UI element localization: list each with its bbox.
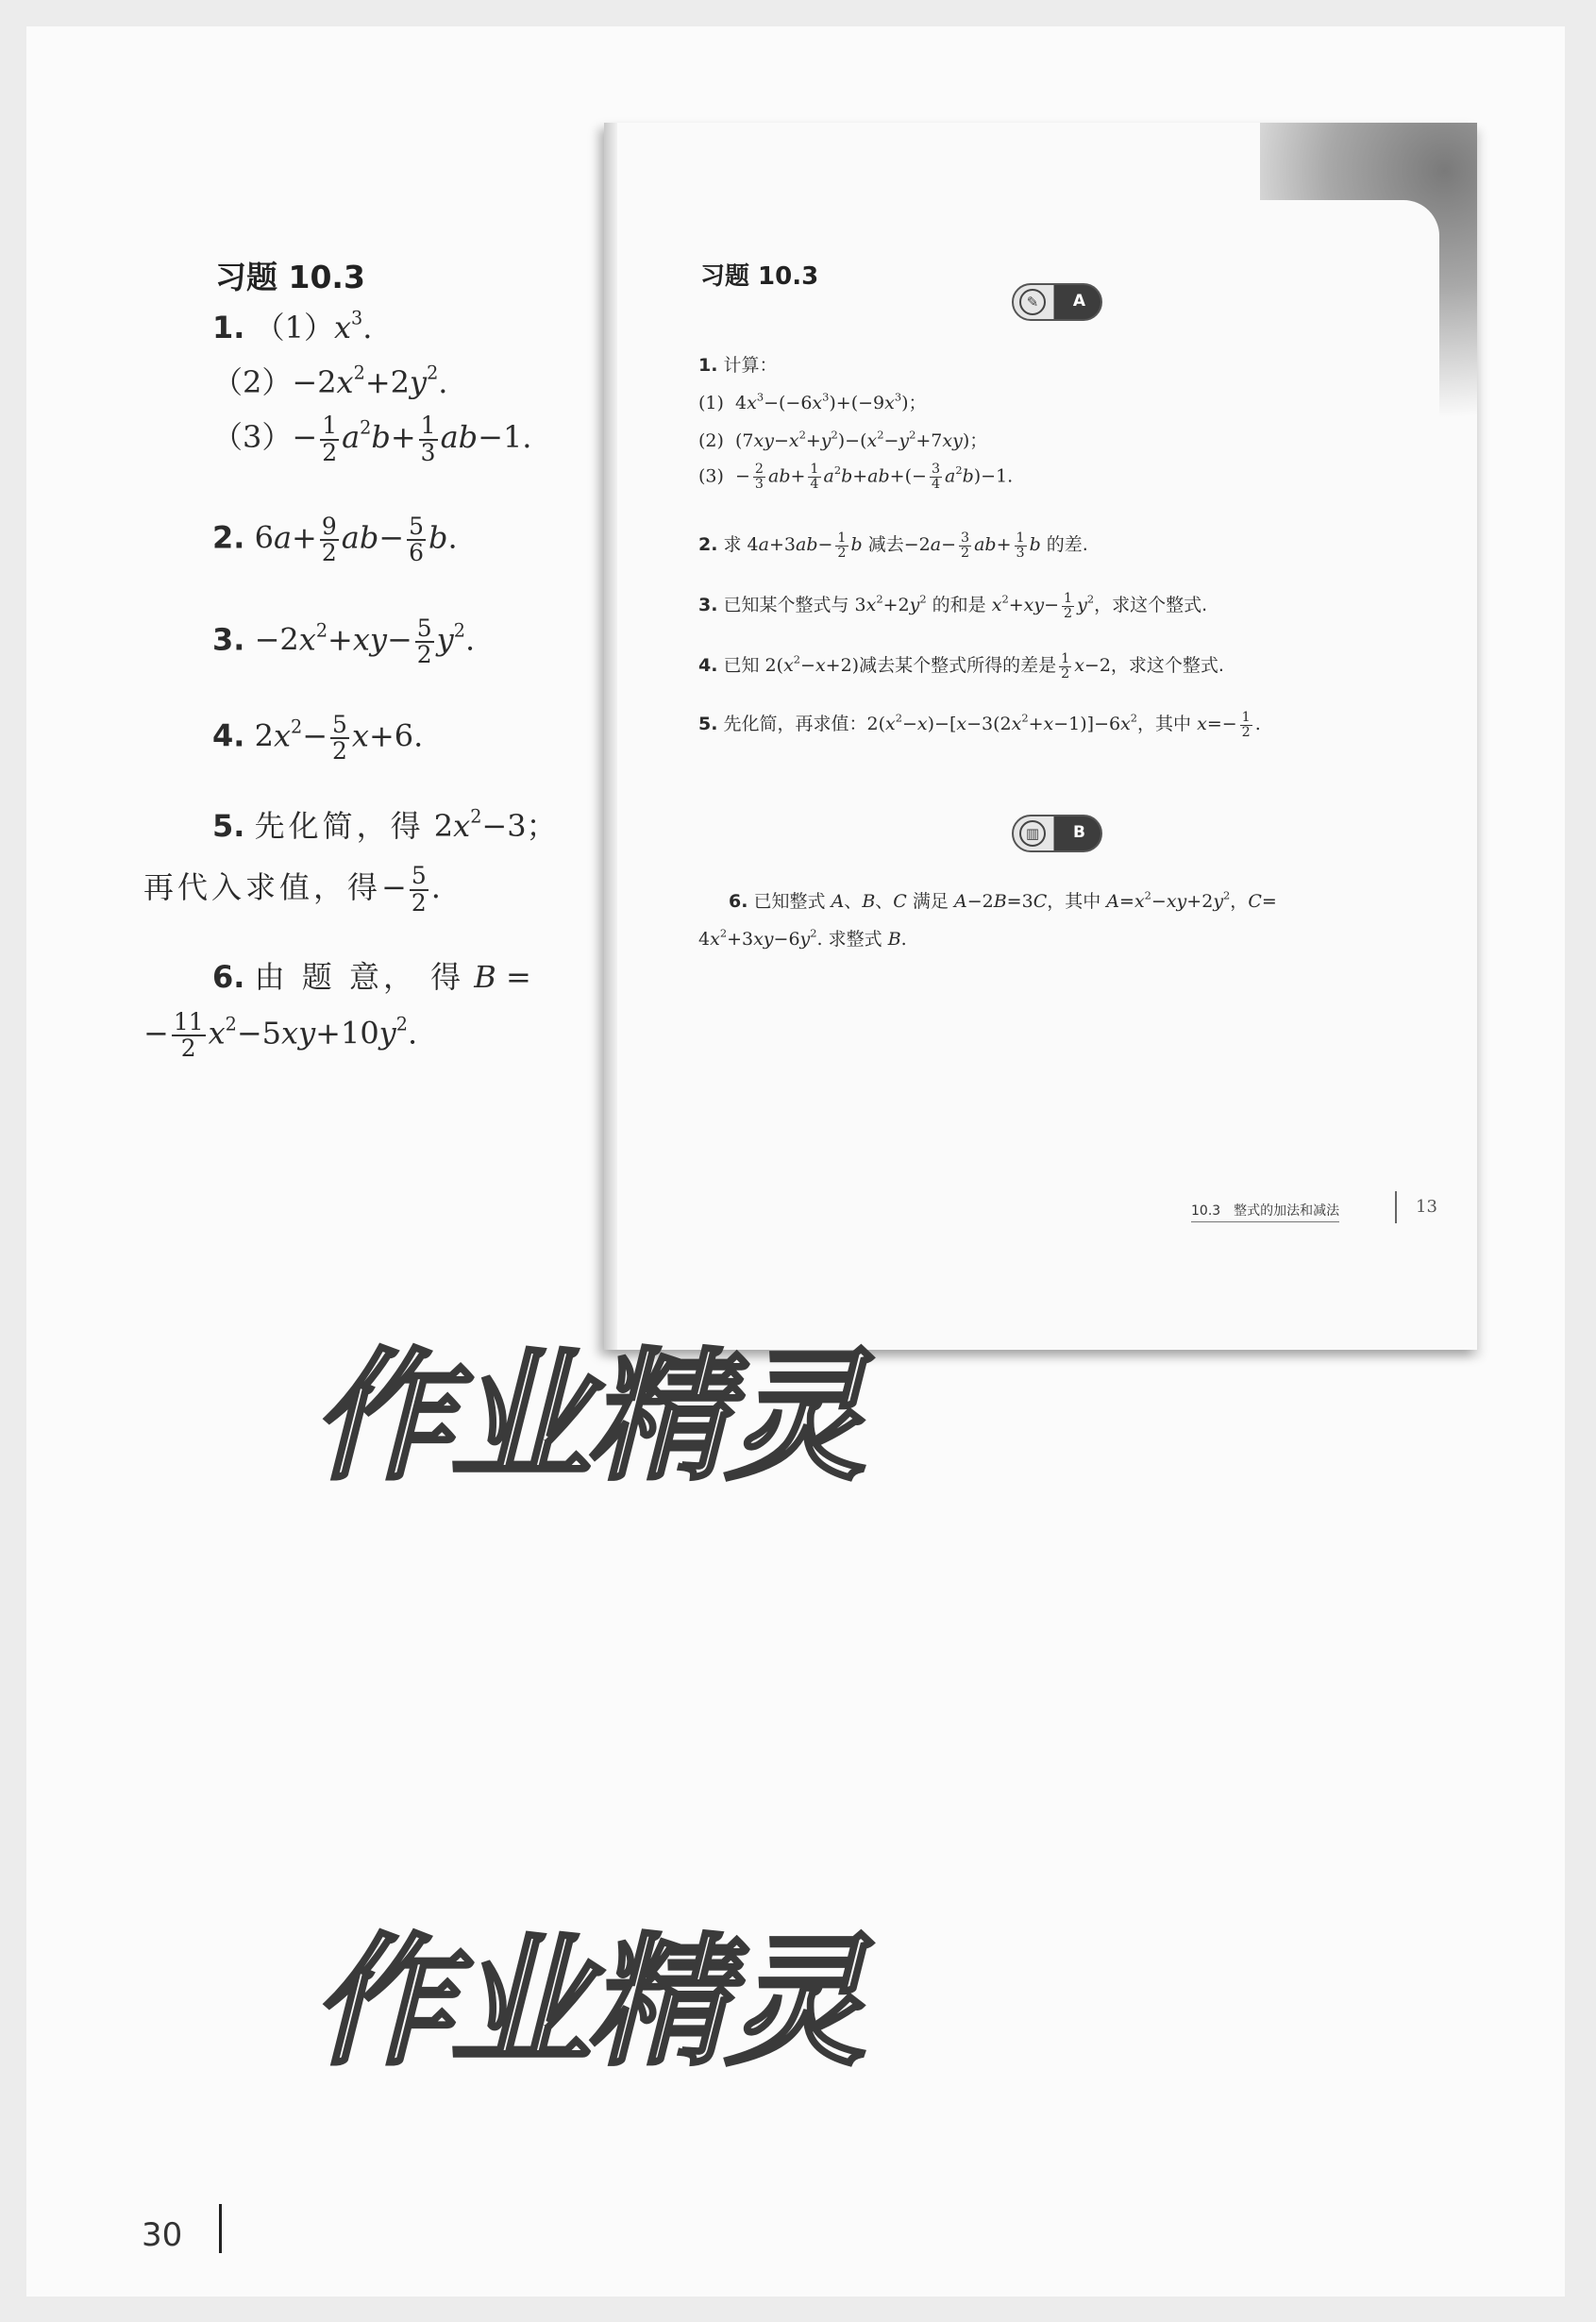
question-5: 5. 先化简，再求值：$2(x^2-x)-[x-3(2x^2+x-1)]-6x^2$，其中 x=− $\frac{1}{2}$ .	[698, 709, 1261, 740]
question-2-text-3: 的差.	[1046, 534, 1088, 555]
question-6-line-1: 6. 已知整式 A、B、C 满足 A−2B=3C，其中 $A=x^2-xy+2y^2$，C=	[729, 888, 1277, 912]
answer-5-text-2: 再代入求值，得	[143, 869, 382, 905]
answer-1-label-2: （2）	[212, 364, 293, 400]
answer-5-line-1: 5. 先化简，得 $2x^2-3$；	[212, 805, 557, 844]
question-1	[698, 351, 778, 377]
question-3-text-2: 的和是	[932, 595, 986, 615]
question-2-number: 2.	[698, 534, 718, 555]
textbook-page-number: 13	[1416, 1197, 1437, 1217]
answer-5-frac-den: 2	[411, 888, 427, 917]
corner-decoration-mask	[1251, 200, 1439, 512]
question-5-text-2: ，其中	[1137, 714, 1192, 734]
level-b-label: B	[1073, 823, 1085, 842]
exercise-title: 习题 10.3	[700, 262, 819, 291]
answer-1-part-1: 1. $(1)x^3$.	[212, 307, 373, 345]
question-1-number: 1.	[698, 355, 718, 376]
question-2-text-2: 减去	[867, 534, 904, 555]
answer-2-frac1-num: 9	[321, 513, 337, 540]
answer-2-frac2-num: 5	[409, 513, 424, 540]
question-1-item-3: (3) − $\frac{2}{3}$ ab+ $\frac{1}{4}$ $a^2b+ab+(-$ $\frac{3}{4}$ $a^2b)-1$.	[698, 462, 1014, 492]
question-2-text-1: 求	[723, 534, 742, 555]
watermark-bottom: 作业精灵	[311, 1921, 864, 2085]
answer-1-label-3: （3）	[212, 419, 293, 455]
textbook-page	[604, 123, 1477, 1350]
question-3-text-3: ，求这个整式.	[1094, 595, 1208, 615]
answer-6-frac-num: 11	[173, 1008, 204, 1035]
answer-2-frac1-den: 2	[321, 539, 337, 567]
question-6-text-1: 已知整式	[753, 891, 826, 912]
page-number-separator	[219, 2204, 222, 2253]
answer-1-part-2: $(2)-2x^2+2y^2$.	[212, 362, 448, 400]
answer-1-number: 1.	[212, 310, 245, 345]
answer-3-frac-num: 5	[416, 614, 432, 642]
running-head: 10.3 整式的加法和减法	[1191, 1201, 1339, 1222]
answer-4-tail: +6.	[368, 717, 424, 754]
answer-6-number: 6.	[212, 959, 245, 995]
question-4-number: 4.	[698, 655, 718, 676]
answer-6-text: 由 题 意， 得	[254, 959, 465, 995]
question-4-text-2: 减去某个整式所得的差是	[859, 655, 1057, 676]
answer-6-frac-den: 2	[180, 1035, 196, 1063]
answer-2-coef: 6	[254, 519, 274, 556]
question-6-line-2: $4x^2+3xy-6y^2$. 求整式 B.	[698, 926, 907, 950]
answer-4-number: 4.	[212, 717, 245, 754]
question-5-number: 5.	[698, 714, 718, 734]
answer-3: 3. $-2x^2+xy-$ $\frac{5}{2}$ $y^2$.	[212, 614, 476, 669]
question-1-text: 计算：	[723, 355, 778, 376]
answer-3-number: 3.	[212, 621, 245, 658]
answer-5-number: 5.	[212, 808, 245, 844]
question-6-text-4: 求整式	[828, 929, 882, 950]
question-2: 2. 求 4a+3ab− $\frac{1}{2}$ b 减去−2a− $\frac{3}{2}$ ab+ $\frac{1}{3}$ b 的差.	[698, 530, 1088, 561]
question-6-text-2: 满足	[912, 891, 949, 912]
answer-6-line-2: − $\frac{11}{2}$ $x^2-5xy+10y^2$.	[143, 1008, 418, 1063]
question-1-item-2: (2) $(7xy-x^2+y^2)-(x^2-y^2+7xy)$；	[698, 428, 988, 451]
answer-2-number: 2.	[212, 519, 245, 556]
book-icon: ▥	[1019, 820, 1046, 847]
question-3: 3. 已知某个整式与 $3x^2+2y^2$ 的和是 $x^2+xy-$ $\frac{1}{2}$ $y^2$，求这个整式.	[698, 590, 1208, 621]
question-3-text-1: 已知某个整式与	[723, 595, 849, 615]
answer-4: 4. $2x^2-$ $\frac{5}{2}$ x+6.	[212, 711, 424, 766]
answer-4-frac-num: 5	[332, 711, 347, 738]
level-a-badge	[1012, 283, 1102, 321]
answer-5-text-1: 先化简，得	[254, 808, 425, 844]
question-4-text-1: 已知	[723, 655, 760, 676]
question-4: 4. 已知 $2(x^2-x+2)$减去某个整式所得的差是 $\frac{1}{2}$ x−2，求这个整式.	[698, 650, 1224, 681]
answer-4-frac-den: 2	[332, 737, 347, 766]
answer-3-frac-den: 2	[416, 641, 432, 669]
textbook-page-separator	[1395, 1191, 1397, 1223]
question-6-number: 6.	[729, 891, 748, 912]
level-a-label: A	[1072, 292, 1085, 311]
pencil-icon: ✎	[1019, 289, 1046, 315]
level-b-badge	[1012, 815, 1102, 852]
answer-2: 2. 6a+ $\frac{9}{2}$ ab− $\frac{5}{6}$ b.	[212, 513, 458, 567]
question-1-item-1: (1) $4x^3-(-6x^3)+(-9x^3)$；	[698, 390, 927, 413]
answers-title: 习题 10.3	[215, 259, 365, 295]
question-5-text-1: 先化简，再求值：	[723, 714, 867, 734]
answer-5-line-2: 再代入求值，得− $\frac{5}{2}$ .	[143, 862, 441, 917]
answer-1-label-1: （1）	[254, 310, 334, 345]
question-3-number: 3.	[698, 595, 718, 615]
page-number: 30	[142, 2216, 183, 2254]
question-6-text-3: ，其中	[1047, 891, 1101, 912]
answer-2-frac2-den: 6	[409, 539, 424, 567]
answer-5-frac-num: 5	[411, 862, 427, 890]
answer-6-line-1: 6. 由 题 意， 得 B =	[212, 959, 531, 995]
watermark-top: 作业精灵	[311, 1336, 864, 1500]
answer-1-part-3: （3）− $\frac{1}{2}$ $a^2b+$ $\frac{1}{3}$ ab−1.	[212, 412, 532, 466]
page-gutter-shadow	[604, 123, 617, 1350]
question-4-text-3: ，求这个整式.	[1110, 655, 1224, 676]
